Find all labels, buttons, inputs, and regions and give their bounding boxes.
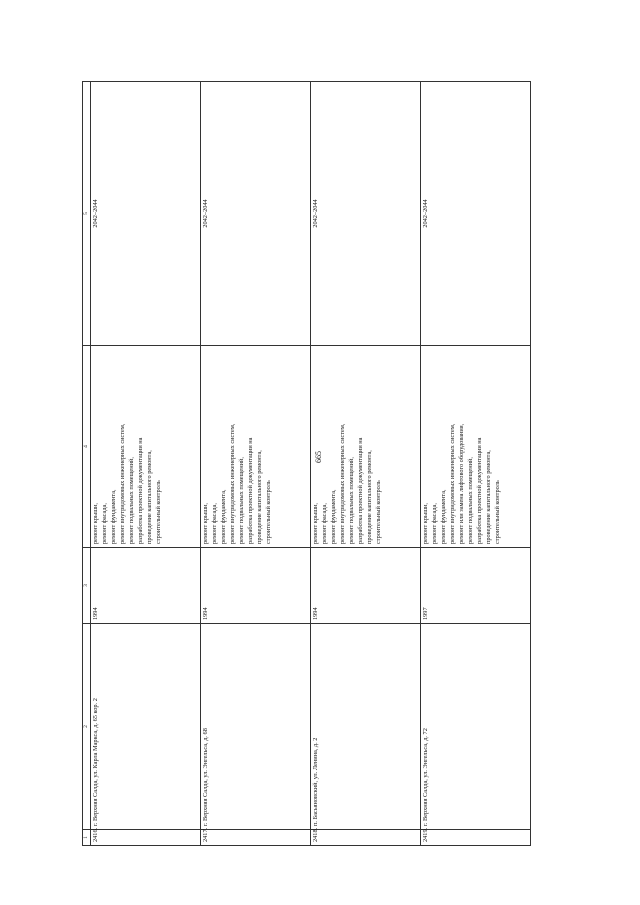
work-item: строительный контроль — [264, 480, 272, 544]
row-number: 2416. — [91, 830, 201, 846]
row-number: 2418. — [311, 830, 421, 846]
row-period: 2042–2044 — [311, 82, 421, 346]
work-item: ремонт фундамента, — [220, 489, 228, 544]
work-item: проведение капитального ремонта, — [255, 450, 263, 544]
work-item: ремонт фундамента, — [439, 489, 447, 544]
header-cell-3: 3 — [83, 548, 91, 624]
table-container — [82, 82, 531, 846]
work-item: проведение капитального ремонта, — [484, 450, 492, 544]
page-number: 665 — [314, 451, 323, 463]
work-item: ремонт фасада, — [431, 503, 439, 544]
work-item: строительный контроль — [154, 480, 162, 544]
table-row — [311, 82, 421, 846]
work-item: ремонт крыши, — [202, 502, 210, 544]
work-item: ремонт внутридомовых инженерных систем, — [229, 423, 237, 544]
work-item: разработка проектной документации на — [356, 437, 364, 544]
row-year: 1997 — [421, 548, 531, 624]
row-address: г. Верхняя Салда, ул. Карла Маркса, д. 65 кор. 2 — [91, 624, 201, 830]
header-cell-4: 4 — [83, 346, 91, 548]
row-works — [201, 346, 311, 548]
work-item: ремонт фасада, — [321, 503, 329, 544]
row-address: г. Верхняя Салда, ул. Энгельса, д. 68 — [201, 624, 311, 830]
row-number: 2419. — [421, 830, 531, 846]
work-item: ремонт внутридомовых инженерных систем, — [119, 423, 127, 544]
table-row — [91, 82, 201, 846]
row-year: 1994 — [91, 548, 201, 624]
work-item: ремонт фасада, — [211, 503, 219, 544]
row-works — [311, 346, 421, 548]
header-cell-1: 1 — [83, 830, 91, 846]
row-works — [91, 346, 201, 548]
work-item: ремонт крыши, — [422, 502, 430, 544]
work-item: ремонт внутридомовых инженерных систем, — [448, 423, 456, 544]
repair-schedule-table — [82, 81, 531, 846]
work-item: ремонт подвальных помещений, — [238, 457, 246, 544]
row-year: 1994 — [201, 548, 311, 624]
work-item: ремонт подвальных помещений, — [347, 457, 355, 544]
work-item: строительный контроль — [374, 480, 382, 544]
row-period: 2042–2044 — [421, 82, 531, 346]
work-item: ремонт крыши, — [312, 502, 320, 544]
row-works — [421, 346, 531, 548]
work-item: ремонт или замена лифтового оборудования, — [457, 423, 465, 544]
work-item: ремонт фундамента, — [110, 489, 118, 544]
row-period: 2042–2044 — [201, 82, 311, 346]
work-item: разработка проектной документации на — [137, 437, 145, 544]
row-address: п. Басьяновский, ул. Ленина, д. 2 — [311, 624, 421, 830]
work-item: строительный контроль — [493, 480, 501, 544]
work-item: проведение капитального ремонта, — [365, 450, 373, 544]
work-item: ремонт фасада, — [101, 503, 109, 544]
header-row — [83, 82, 91, 846]
work-item: разработка проектной документации на — [475, 437, 483, 544]
work-item: ремонт внутридомовых инженерных систем, — [338, 423, 346, 544]
work-item: ремонт крыши, — [92, 502, 100, 544]
work-item: ремонт подвальных помещений, — [466, 457, 474, 544]
row-period: 2042–2044 — [91, 82, 201, 346]
header-cell-5: 5 — [83, 82, 91, 346]
work-item: ремонт фундамента, — [330, 489, 338, 544]
table-row — [421, 82, 531, 846]
work-item: проведение капитального ремонта, — [145, 450, 153, 544]
row-year: 1994 — [311, 548, 421, 624]
table-row — [201, 82, 311, 846]
work-item: ремонт подвальных помещений, — [128, 457, 136, 544]
header-cell-2: 2 — [83, 624, 91, 830]
row-address: г. Верхняя Салда, ул. Энгельса, д. 72 — [421, 624, 531, 830]
row-number: 2417. — [201, 830, 311, 846]
work-item: разработка проектной документации на — [246, 437, 254, 544]
